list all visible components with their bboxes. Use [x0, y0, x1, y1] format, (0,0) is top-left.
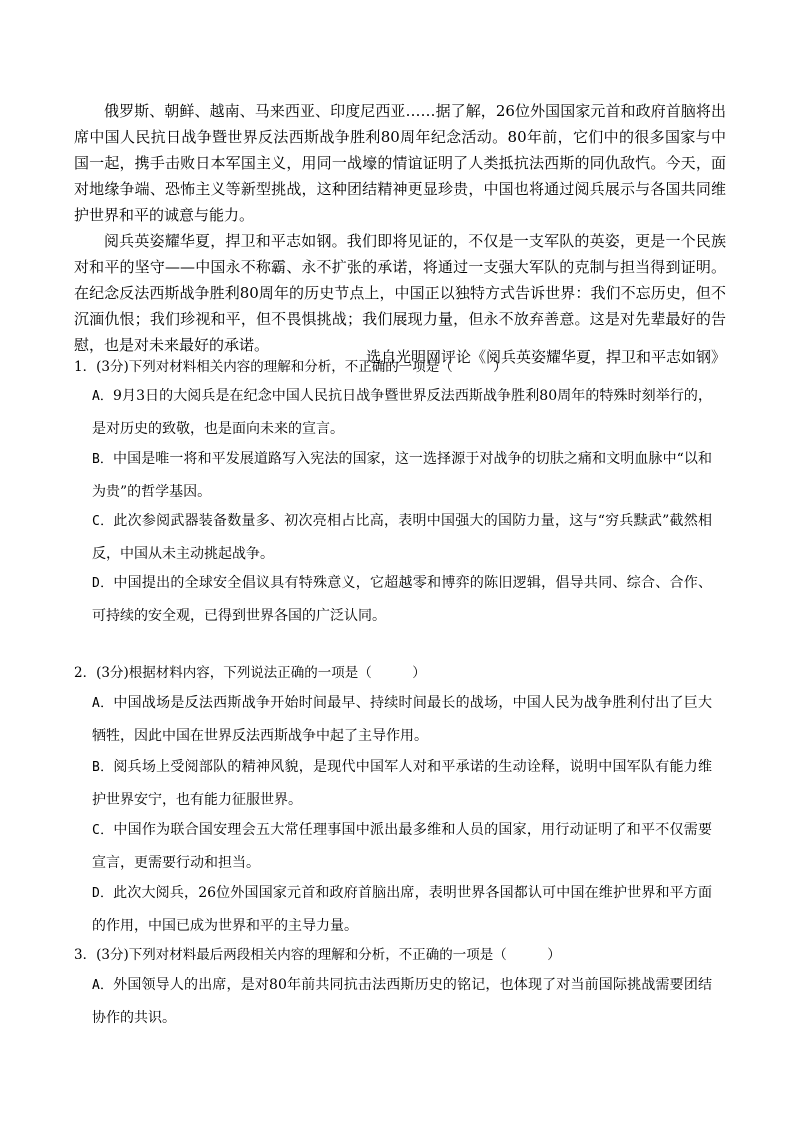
option-text: 此次参阅武器装备数量多、初次亮相占比高，表明中国强大的国防力量，这与“穷兵黩武”截然相反，中国从未主动挑起战争。 [92, 513, 713, 562]
passage-paragraph-2: 阅兵英姿耀华夏，捍卫和平志如钢。我们即将见证的，不仅是一支军队的英姿，更是一个民族对和平的坚守——中国永不称霸、永不扩张的承诺，将通过一支强大军队的克制与担当得到证明。在纪念反法西斯战争胜利80周年的历史节点上，中国正以独特方式告诉世界：我们不忘历史，但不沉湎仇恨；我们珍视和平，但不畏惧挑战；我们展现力量，但永不放弃善意。这是对先辈最好的告慰，也是对未来最好的承诺。 [74, 232, 726, 354]
passage-paragraph-1: 俄罗斯、朝鲜、越南、马来西亚、印度尼西亚……据了解，26位外国国家元首和政府首脑将出席中国人民抗日战争暨世界反法西斯战争胜利80周年纪念活动。80年前，它们中的很多国家与中国一起，携手击败日本军国主义，用同一战壕的情谊证明了人类抵抗法西斯的同仇敌忾。今天，面对地缘争端、恐怖主义等新型挑战，这种团结精神更显珍贵，中国也将通过阅兵展示与各国共同维护世界和平的诚意与能力。 [74, 102, 726, 224]
question-3-option-a [92, 969, 712, 1034]
option-text: 外国领导人的出席，是对80年前共同抗击法西斯历史的铭记，也体现了对当前国际挑战需要团结协作的共识。 [92, 977, 713, 1026]
question-1-stem: 1．(3分)下列对材料相关内容的理解和分析，不正确的一项是（ ） [74, 359, 507, 375]
passage-source: 选自光明网评论《阅兵英姿耀华夏，捍卫和平志如钢》 [365, 348, 726, 366]
option-label: C． [92, 823, 114, 838]
question-2-option-a [92, 687, 712, 752]
option-label: C． [92, 514, 114, 529]
question-1-option-c [92, 505, 712, 570]
option-text: 此次大阅兵，26位外国国家元首和政府首脑出席，表明世界各国都认可中国在维护世界和平方面的作用，中国已成为世界和平的主导力量。 [92, 885, 713, 934]
option-label: B． [92, 452, 114, 467]
option-label: A． [92, 696, 114, 711]
option-text: 中国提出的全球安全倡议具有特殊意义，它超越零和博弈的陈旧逻辑，倡导共同、综合、合作、可持续的安全观，已得到世界各国的广泛认同。 [92, 575, 713, 624]
question-3-stem: 3．(3分)下列对材料最后两段相关内容的理解和分析，不正确的一项是（ ） [74, 947, 561, 963]
option-text: 阅兵场上受阅部队的精神风貌，是现代中国军人对和平承诺的生动诠释，说明中国军队有能力维护世界安宁，也有能力征服世界。 [92, 759, 713, 808]
question-1-option-a [92, 380, 712, 445]
option-text: 9月3日的大阅兵是在纪念中国人民抗日战争暨世界反法西斯战争胜利80周年的特殊时刻举行的，是对历史的致敬，也是面向未来的宣言。 [92, 388, 712, 437]
option-label: D． [92, 576, 114, 591]
option-label: D． [92, 886, 114, 901]
question-2-option-b [92, 751, 712, 816]
question-1-option-d [92, 567, 712, 632]
option-text: 中国作为联合国安理会五大常任理事国中派出最多维和人员的国家，用行动证明了和平不仅需要宣言，更需要行动和担当。 [92, 822, 713, 871]
question-2-option-d [92, 877, 712, 942]
option-label: A． [92, 389, 113, 404]
option-text: 中国是唯一将和平发展道路写入宪法的国家，这一选择源于对战争的切肤之痛和文明血脉中“以和为贵”的哲学基因。 [92, 451, 713, 500]
question-2-stem: 2．(3分)根据材料内容，下列说法正确的一项是（ ） [74, 665, 426, 681]
option-text: 中国战场是反法西斯战争开始时间最早、持续时间最长的战场，中国人民为战争胜利付出了巨大牺牲，因此中国在世界反法西斯战争中起了主导作用。 [92, 695, 713, 744]
question-1-option-b [92, 443, 712, 508]
option-label: B． [92, 760, 114, 775]
question-2-option-c [92, 814, 712, 879]
option-label: A． [92, 978, 114, 993]
